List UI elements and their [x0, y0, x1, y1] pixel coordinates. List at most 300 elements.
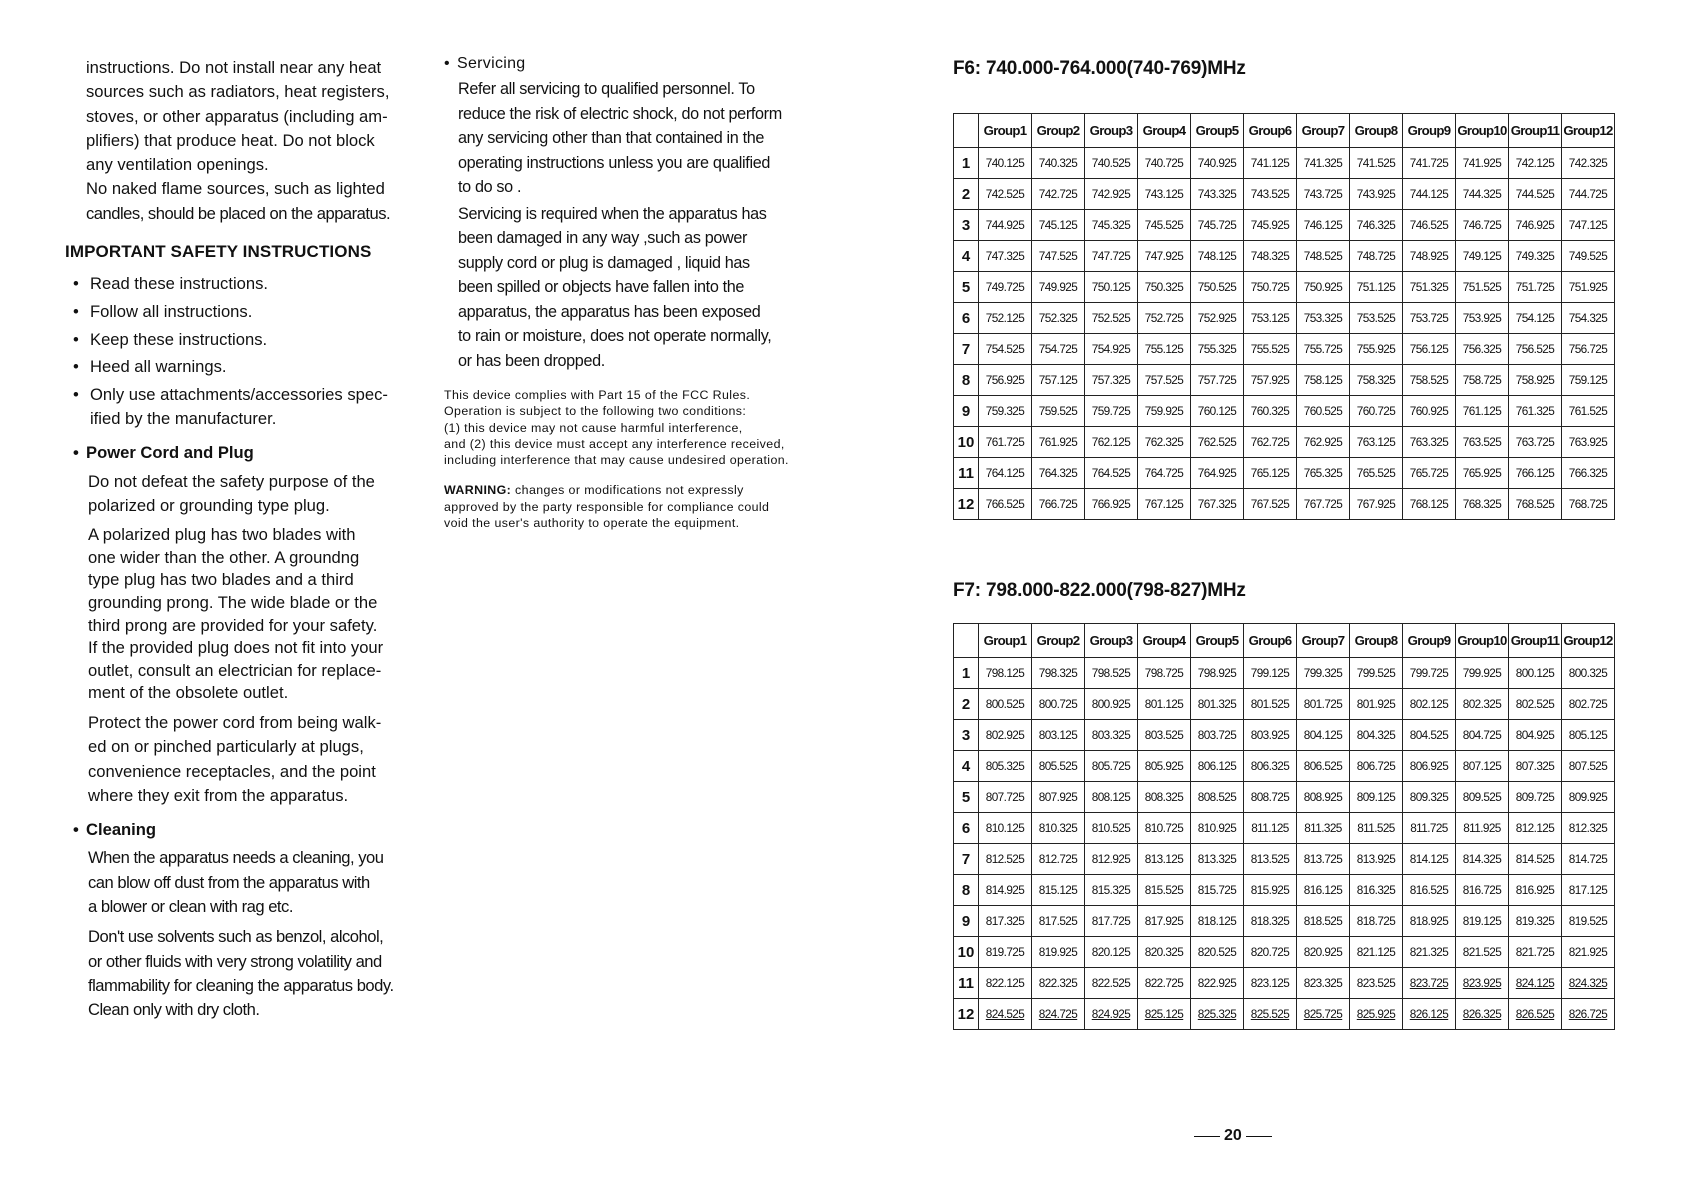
page-number-text: 20: [1224, 1127, 1242, 1144]
frequency-cell: 802.125: [1403, 689, 1456, 720]
table-corner-cell: [954, 624, 979, 658]
table-row: [954, 396, 1615, 427]
frequency-cell: 819.125: [1456, 906, 1509, 937]
frequency-cell: 812.925: [1085, 844, 1138, 875]
text-line: third prong are provided for your safety.: [88, 615, 378, 635]
frequency-cell: 815.325: [1085, 875, 1138, 906]
frequency-cell: 808.925: [1297, 782, 1350, 813]
frequency-cell: 768.125: [1403, 489, 1456, 520]
power-cord-p3: [88, 711, 420, 808]
cleaning-p2: [88, 925, 420, 1022]
frequency-cell: 742.525: [979, 179, 1032, 210]
text-line: This device complies with Part 15 of the FCC Rules.: [444, 388, 751, 402]
row-number: 12: [954, 489, 979, 520]
frequency-cell: 767.125: [1138, 489, 1191, 520]
frequency-cell: 751.125: [1350, 272, 1403, 303]
frequency-cell: 814.925: [979, 875, 1032, 906]
frequency-cell: 767.925: [1350, 489, 1403, 520]
frequency-cell: 806.125: [1191, 751, 1244, 782]
frequency-cell: 760.925: [1403, 396, 1456, 427]
frequency-cell: 799.325: [1297, 658, 1350, 689]
frequency-cell: 810.325: [1032, 813, 1085, 844]
frequency-cell: 752.925: [1191, 303, 1244, 334]
middle-column: [444, 55, 864, 531]
frequency-cell: 748.925: [1403, 241, 1456, 272]
frequency-cell: 749.725: [979, 272, 1032, 303]
frequency-cell: 740.125: [979, 148, 1032, 179]
frequency-cell: 752.125: [979, 303, 1032, 334]
column-header: Group1: [979, 114, 1032, 148]
frequency-cell: 805.525: [1032, 751, 1085, 782]
frequency-cell: 754.725: [1032, 334, 1085, 365]
frequency-cell: 748.125: [1191, 241, 1244, 272]
frequency-cell: 761.525: [1562, 396, 1615, 427]
frequency-cell: 809.125: [1350, 782, 1403, 813]
row-number: 3: [954, 210, 979, 241]
table-row: [954, 241, 1615, 272]
text-line: a blower or clean with rag etc.: [88, 897, 293, 917]
frequency-cell: 818.925: [1403, 906, 1456, 937]
frequency-cell: 800.125: [1509, 658, 1562, 689]
row-number: 2: [954, 689, 979, 720]
text-line: including interference that may cause undesired operation.: [444, 453, 789, 468]
frequency-cell: 819.725: [979, 937, 1032, 968]
frequency-cell: 762.725: [1244, 427, 1297, 458]
frequency-cell: 819.525: [1562, 906, 1615, 937]
frequency-cell: 824.525: [979, 999, 1032, 1030]
frequency-cell: 809.725: [1509, 782, 1562, 813]
table-row: [954, 782, 1615, 813]
column-header: Group8: [1350, 624, 1403, 658]
frequency-cell: 748.325: [1244, 241, 1297, 272]
frequency-cell: 746.125: [1297, 210, 1350, 241]
frequency-cell: 816.725: [1456, 875, 1509, 906]
text-line: reduce the risk of electric shock, do not perform: [458, 104, 782, 123]
frequency-cell: 798.325: [1032, 658, 1085, 689]
row-number: 9: [954, 906, 979, 937]
text-line: or other fluids with very strong volatility and: [88, 951, 382, 971]
frequency-cell: 821.925: [1562, 937, 1615, 968]
frequency-cell: 762.125: [1085, 427, 1138, 458]
f6-table-title: F6: 740.000-764.000(740-769)MHz: [953, 58, 1246, 79]
frequency-cell: 762.925: [1297, 427, 1350, 458]
column-header: Group12: [1562, 114, 1615, 148]
frequency-cell: 804.125: [1297, 720, 1350, 751]
row-number: 10: [954, 937, 979, 968]
frequency-cell: 798.125: [979, 658, 1032, 689]
text-line: Clean only with dry cloth.: [88, 1000, 260, 1020]
bullet-item: • Read these instructions.: [73, 272, 420, 296]
frequency-cell: 822.125: [979, 968, 1032, 999]
frequency-cell: 823.525: [1350, 968, 1403, 999]
column-header: Group6: [1244, 624, 1297, 658]
frequency-cell: 801.925: [1350, 689, 1403, 720]
frequency-cell: 806.525: [1297, 751, 1350, 782]
row-number: 11: [954, 968, 979, 999]
frequency-cell: 748.725: [1350, 241, 1403, 272]
frequency-cell: 798.725: [1138, 658, 1191, 689]
frequency-cell: 817.525: [1032, 906, 1085, 937]
text-line: any servicing other than that contained in the: [458, 129, 765, 147]
frequency-cell: 807.925: [1032, 782, 1085, 813]
frequency-cell: 807.325: [1509, 751, 1562, 782]
frequency-cell: 825.125: [1138, 999, 1191, 1030]
column-header: Group8: [1350, 114, 1403, 148]
frequency-cell: 747.725: [1085, 241, 1138, 272]
frequency-cell: 798.925: [1191, 658, 1244, 689]
frequency-cell: 820.525: [1191, 937, 1244, 968]
row-number: 1: [954, 658, 979, 689]
frequency-cell: 744.525: [1509, 179, 1562, 210]
frequency-cell: 822.525: [1085, 968, 1138, 999]
text-line: and (2) this device must accept any interference received,: [444, 436, 785, 451]
frequency-cell: 741.725: [1403, 148, 1456, 179]
frequency-cell: 820.125: [1085, 937, 1138, 968]
text-line: Refer all servicing to qualified personnel. To: [458, 80, 755, 98]
frequency-cell: 813.125: [1138, 844, 1191, 875]
frequency-cell: 816.125: [1297, 875, 1350, 906]
frequency-cell: 740.725: [1138, 148, 1191, 179]
frequency-cell: 761.325: [1509, 396, 1562, 427]
frequency-cell: 755.325: [1191, 334, 1244, 365]
text-line: type plug has two blades and a third: [88, 570, 354, 590]
column-header: Group2: [1032, 624, 1085, 658]
text-line: polarized or grounding type plug.: [88, 495, 330, 515]
frequency-cell: 760.125: [1191, 396, 1244, 427]
bullet-item: [73, 383, 420, 432]
text-line: ified by the manufacturer.: [90, 409, 277, 429]
frequency-cell: 819.325: [1509, 906, 1562, 937]
text-line: approved by the party responsible for compliance could: [444, 499, 770, 514]
frequency-cell: 812.325: [1562, 813, 1615, 844]
text-line: been spilled or objects have fallen into the: [458, 278, 745, 296]
frequency-cell: 808.525: [1191, 782, 1244, 813]
frequency-cell: 823.925: [1456, 968, 1509, 999]
frequency-cell: 802.725: [1562, 689, 1615, 720]
text-line: one wider than the other. A groundng: [88, 547, 360, 567]
frequency-cell: 764.925: [1191, 458, 1244, 489]
frequency-cell: 819.925: [1032, 937, 1085, 968]
frequency-cell: 761.725: [979, 427, 1032, 458]
frequency-cell: 742.925: [1085, 179, 1138, 210]
page-number-dash: [1246, 1136, 1272, 1137]
frequency-cell: 811.725: [1403, 813, 1456, 844]
column-header: Group10: [1456, 114, 1509, 148]
frequency-cell: 804.325: [1350, 720, 1403, 751]
text-line: Do not defeat the safety purpose of the: [88, 471, 375, 491]
frequency-cell: 821.125: [1350, 937, 1403, 968]
frequency-cell: 756.325: [1456, 334, 1509, 365]
frequency-cell: 751.325: [1403, 272, 1456, 303]
frequency-cell: 763.525: [1456, 427, 1509, 458]
frequency-cell: 764.725: [1138, 458, 1191, 489]
row-number: 4: [954, 751, 979, 782]
frequency-cell: 745.725: [1191, 210, 1244, 241]
warning-text: changes or modifications not expressly: [511, 483, 744, 498]
frequency-cell: 808.325: [1138, 782, 1191, 813]
frequency-cell: 763.925: [1562, 427, 1615, 458]
frequency-cell: 753.325: [1297, 303, 1350, 334]
frequency-cell: 811.325: [1297, 813, 1350, 844]
frequency-cell: 760.525: [1297, 396, 1350, 427]
column-header: Group2: [1032, 114, 1085, 148]
frequency-cell: 758.925: [1509, 365, 1562, 396]
frequency-cell: 814.125: [1403, 844, 1456, 875]
column-header: Group9: [1403, 114, 1456, 148]
text-line: A polarized plug has two blades with: [88, 525, 356, 545]
table-header-row: [954, 114, 1615, 148]
frequency-cell: 822.725: [1138, 968, 1191, 999]
frequency-cell: 824.925: [1085, 999, 1138, 1030]
frequency-cell: 808.725: [1244, 782, 1297, 813]
frequency-cell: 813.525: [1244, 844, 1297, 875]
row-number: 6: [954, 303, 979, 334]
frequency-cell: 824.325: [1562, 968, 1615, 999]
frequency-cell: 825.925: [1350, 999, 1403, 1030]
text-line: (1) this device may not cause harmful interference,: [444, 420, 743, 435]
frequency-cell: 818.725: [1350, 906, 1403, 937]
frequency-cell: 765.925: [1456, 458, 1509, 489]
power-cord-heading: • Power Cord and Plug: [73, 441, 420, 465]
fcc-statement: [444, 387, 864, 468]
frequency-cell: 749.925: [1032, 272, 1085, 303]
frequency-cell: 759.525: [1032, 396, 1085, 427]
frequency-cell: 746.725: [1456, 210, 1509, 241]
row-number: 4: [954, 241, 979, 272]
frequency-cell: 801.125: [1138, 689, 1191, 720]
frequency-cell: 742.125: [1509, 148, 1562, 179]
frequency-cell: 817.725: [1085, 906, 1138, 937]
column-header: Group7: [1297, 624, 1350, 658]
frequency-cell: 762.325: [1138, 427, 1191, 458]
frequency-cell: 815.925: [1244, 875, 1297, 906]
frequency-cell: 803.525: [1138, 720, 1191, 751]
table-header-row: [954, 624, 1615, 658]
table-row: [954, 875, 1615, 906]
frequency-cell: 749.325: [1509, 241, 1562, 272]
text-line: Don't use solvents such as benzol, alcohol,: [88, 927, 384, 947]
frequency-cell: 766.925: [1085, 489, 1138, 520]
frequency-cell: 744.325: [1456, 179, 1509, 210]
frequency-cell: 759.125: [1562, 365, 1615, 396]
row-number: 8: [954, 365, 979, 396]
frequency-cell: 801.525: [1244, 689, 1297, 720]
frequency-cell: 753.925: [1456, 303, 1509, 334]
column-header: Group7: [1297, 114, 1350, 148]
row-number: 3: [954, 720, 979, 751]
row-number: 11: [954, 458, 979, 489]
frequency-cell: 807.725: [979, 782, 1032, 813]
row-number: 1: [954, 148, 979, 179]
frequency-cell: 806.325: [1244, 751, 1297, 782]
table-row: [954, 458, 1615, 489]
frequency-cell: 745.525: [1138, 210, 1191, 241]
table-row: [954, 303, 1615, 334]
frequency-cell: 763.125: [1350, 427, 1403, 458]
frequency-cell: 755.925: [1350, 334, 1403, 365]
table-row: [954, 751, 1615, 782]
text-line: flammability for cleaning the apparatus body.: [88, 975, 394, 995]
frequency-cell: 765.325: [1297, 458, 1350, 489]
table-row: [954, 489, 1615, 520]
text-line: Servicing is required when the apparatus has: [458, 204, 767, 223]
text-line: ment of the obsolete outlet.: [88, 683, 289, 703]
frequency-cell: 825.725: [1297, 999, 1350, 1030]
frequency-cell: 799.725: [1403, 658, 1456, 689]
table-row: [954, 179, 1615, 210]
fcc-warning: [444, 482, 864, 531]
frequency-cell: 759.925: [1138, 396, 1191, 427]
table-row: [954, 334, 1615, 365]
frequency-cell: 756.925: [979, 365, 1032, 396]
frequency-cell: 824.725: [1032, 999, 1085, 1030]
frequency-cell: 748.525: [1297, 241, 1350, 272]
table-row: [954, 272, 1615, 303]
frequency-cell: 752.725: [1138, 303, 1191, 334]
frequency-cell: 811.525: [1350, 813, 1403, 844]
row-number: 8: [954, 875, 979, 906]
text-line: operating instructions unless you are qualified: [458, 153, 770, 172]
text-line: where they exit from the apparatus.: [88, 785, 349, 805]
column-header: Group11: [1509, 114, 1562, 148]
text-line: • Only use attachments/accessories spec-: [90, 384, 388, 404]
frequency-cell: 816.925: [1509, 875, 1562, 906]
frequency-cell: 815.525: [1138, 875, 1191, 906]
column-header: Group12: [1562, 624, 1615, 658]
frequency-cell: 750.325: [1138, 272, 1191, 303]
frequency-cell: 760.325: [1244, 396, 1297, 427]
column-header: Group9: [1403, 624, 1456, 658]
table-row: [954, 210, 1615, 241]
frequency-cell: 800.725: [1032, 689, 1085, 720]
frequency-cell: 803.925: [1244, 720, 1297, 751]
text-line: been damaged in any way ,such as power: [458, 229, 748, 247]
column-header: Group3: [1085, 624, 1138, 658]
frequency-cell: 744.925: [979, 210, 1032, 241]
frequency-cell: 747.125: [1562, 210, 1615, 241]
frequency-cell: 814.525: [1509, 844, 1562, 875]
servicing-heading: • Servicing: [444, 55, 864, 73]
frequency-cell: 821.725: [1509, 937, 1562, 968]
frequency-cell: 763.725: [1509, 427, 1562, 458]
frequency-cell: 810.925: [1191, 813, 1244, 844]
frequency-cell: 741.925: [1456, 148, 1509, 179]
frequency-cell: 752.525: [1085, 303, 1138, 334]
frequency-cell: 753.125: [1244, 303, 1297, 334]
frequency-cell: 806.925: [1403, 751, 1456, 782]
row-number: 7: [954, 844, 979, 875]
frequency-cell: 746.925: [1509, 210, 1562, 241]
frequency-cell: 812.525: [979, 844, 1032, 875]
frequency-cell: 744.725: [1562, 179, 1615, 210]
frequency-cell: 740.525: [1085, 148, 1138, 179]
frequency-cell: 811.925: [1456, 813, 1509, 844]
row-number: 2: [954, 179, 979, 210]
frequency-cell: 742.325: [1562, 148, 1615, 179]
table-row: [954, 844, 1615, 875]
frequency-cell: 761.125: [1456, 396, 1509, 427]
frequency-cell: 741.325: [1297, 148, 1350, 179]
frequency-cell: 758.725: [1456, 365, 1509, 396]
frequency-cell: 756.725: [1562, 334, 1615, 365]
column-header: Group10: [1456, 624, 1509, 658]
frequency-cell: 742.725: [1032, 179, 1085, 210]
frequency-cell: 807.125: [1456, 751, 1509, 782]
frequency-cell: 825.525: [1244, 999, 1297, 1030]
frequency-cell: 753.725: [1403, 303, 1456, 334]
frequency-cell: 809.325: [1403, 782, 1456, 813]
column-header: Group4: [1138, 624, 1191, 658]
frequency-cell: 801.325: [1191, 689, 1244, 720]
table-row: [954, 906, 1615, 937]
frequency-cell: 767.325: [1191, 489, 1244, 520]
frequency-cell: 755.525: [1244, 334, 1297, 365]
warning-label: WARNING:: [444, 483, 512, 498]
frequency-cell: 799.925: [1456, 658, 1509, 689]
frequency-cell: 766.325: [1562, 458, 1615, 489]
text-line: instructions. Do not install near any heat: [86, 58, 382, 77]
frequency-cell: 822.925: [1191, 968, 1244, 999]
frequency-cell: 768.525: [1509, 489, 1562, 520]
frequency-cell: 743.925: [1350, 179, 1403, 210]
frequency-cell: 823.125: [1244, 968, 1297, 999]
frequency-cell: 756.125: [1403, 334, 1456, 365]
frequency-cell: 820.925: [1297, 937, 1350, 968]
page-number: [1190, 1127, 1276, 1145]
column-header: Group4: [1138, 114, 1191, 148]
frequency-cell: 751.925: [1562, 272, 1615, 303]
frequency-cell: 743.125: [1138, 179, 1191, 210]
frequency-cell: 750.525: [1191, 272, 1244, 303]
frequency-cell: 763.325: [1403, 427, 1456, 458]
table-row: [954, 689, 1615, 720]
text-line: or has been dropped.: [458, 351, 605, 370]
text-line: convenience receptacles, and the point: [88, 761, 376, 781]
frequency-cell: 757.125: [1032, 365, 1085, 396]
row-number: 10: [954, 427, 979, 458]
frequency-cell: 767.525: [1244, 489, 1297, 520]
frequency-cell: 766.525: [979, 489, 1032, 520]
text-line: sources such as radiators, heat registers,: [86, 82, 390, 102]
power-cord-p2: [88, 524, 420, 705]
frequency-cell: 799.125: [1244, 658, 1297, 689]
frequency-cell: 803.725: [1191, 720, 1244, 751]
frequency-cell: 801.725: [1297, 689, 1350, 720]
frequency-cell: 804.525: [1403, 720, 1456, 751]
page-number-dash: [1194, 1136, 1220, 1137]
frequency-cell: 800.525: [979, 689, 1032, 720]
frequency-cell: 799.525: [1350, 658, 1403, 689]
row-number: 6: [954, 813, 979, 844]
frequency-cell: 802.925: [979, 720, 1032, 751]
safety-heading: IMPORTANT SAFETY INSTRUCTIONS: [65, 242, 372, 262]
cleaning-p1: [88, 846, 420, 919]
frequency-cell: 744.125: [1403, 179, 1456, 210]
frequency-cell: 747.925: [1138, 241, 1191, 272]
frequency-cell: 805.725: [1085, 751, 1138, 782]
frequency-cell: 814.725: [1562, 844, 1615, 875]
text-line: to do so .: [458, 178, 522, 196]
table-row: [954, 968, 1615, 999]
frequency-cell: 803.325: [1085, 720, 1138, 751]
bullet-item: • Follow all instructions.: [73, 300, 420, 324]
frequency-cell: 741.125: [1244, 148, 1297, 179]
table-row: [954, 658, 1615, 689]
frequency-cell: 752.325: [1032, 303, 1085, 334]
left-column: [65, 56, 420, 1029]
frequency-cell: 743.525: [1244, 179, 1297, 210]
frequency-cell: 810.525: [1085, 813, 1138, 844]
